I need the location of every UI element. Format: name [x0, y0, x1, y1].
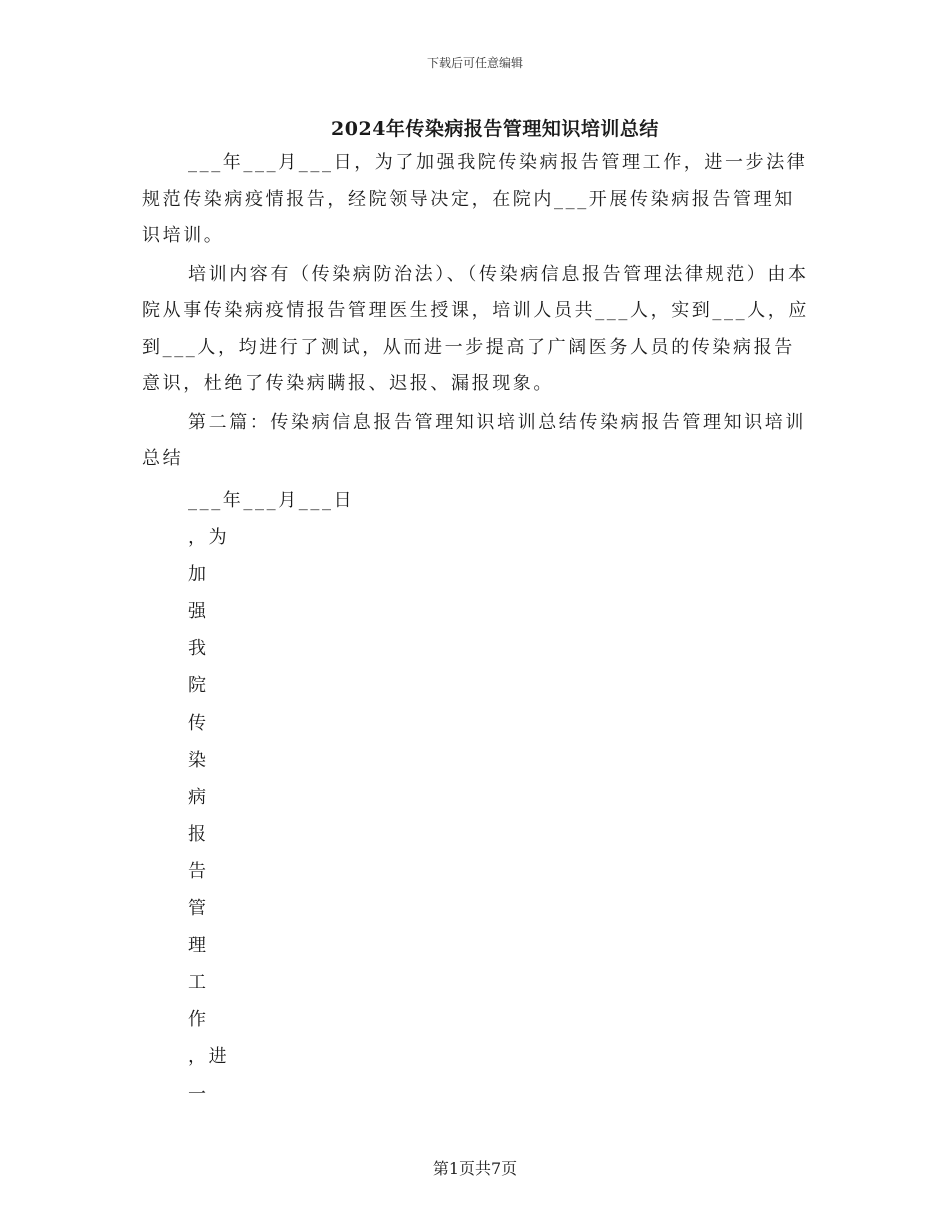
vertical-line: 管 [188, 898, 209, 920]
vertical-line: 染 [188, 749, 209, 771]
vertical-line: 传 [188, 712, 209, 734]
document-body [142, 145, 812, 478]
vertical-line: 院 [188, 675, 209, 697]
vertical-line: 作 [188, 1009, 209, 1031]
page-number-footer: 第1页共7页 [432, 1159, 518, 1178]
vertical-line: 我 [188, 638, 209, 660]
vertical-line: 理 [188, 935, 209, 957]
vertical-line: 报 [188, 823, 209, 845]
vertical-line: 工 [188, 972, 209, 994]
vertical-line: ，为 [188, 527, 230, 549]
vertical-line-date: ___年___月___日 [188, 490, 355, 511]
vertical-line: 病 [188, 786, 209, 808]
paragraph-second-article-heading: 第二篇：传染病信息报告管理知识培训总结传染病报告管理知识培训总结 [142, 411, 806, 469]
paragraph-training-content: 培训内容有（传染病防治法）、（传染病信息报告管理法律规范）由本院从事传染病疫情报告管理医生授课，培训人员共___人，实到___人，应到___人，均进行了测试，从而进一步提高了广阔医务人员的传染病报告意识，杜绝了传染病瞒报、迟报、漏报现象。 [142, 263, 809, 394]
vertical-line: 告 [188, 860, 209, 882]
document-title: 2024年传染病报告管理知识培训总结 [331, 118, 659, 140]
paragraph-intro: ___年___月___日，为了加强我院传染病报告管理工作，进一步法律规范传染病疫情报告，经院领导决定，在院内___开展传染病报告管理知识培训。 [142, 152, 808, 246]
vertical-line: 强 [188, 601, 209, 623]
page-header-note: 下载后可任意编辑 [426, 56, 523, 70]
vertical-line: 加 [188, 564, 209, 586]
vertical-line: ，进 [188, 1046, 230, 1068]
vertical-text-column [188, 482, 354, 1113]
vertical-line: 一 [188, 1083, 209, 1105]
